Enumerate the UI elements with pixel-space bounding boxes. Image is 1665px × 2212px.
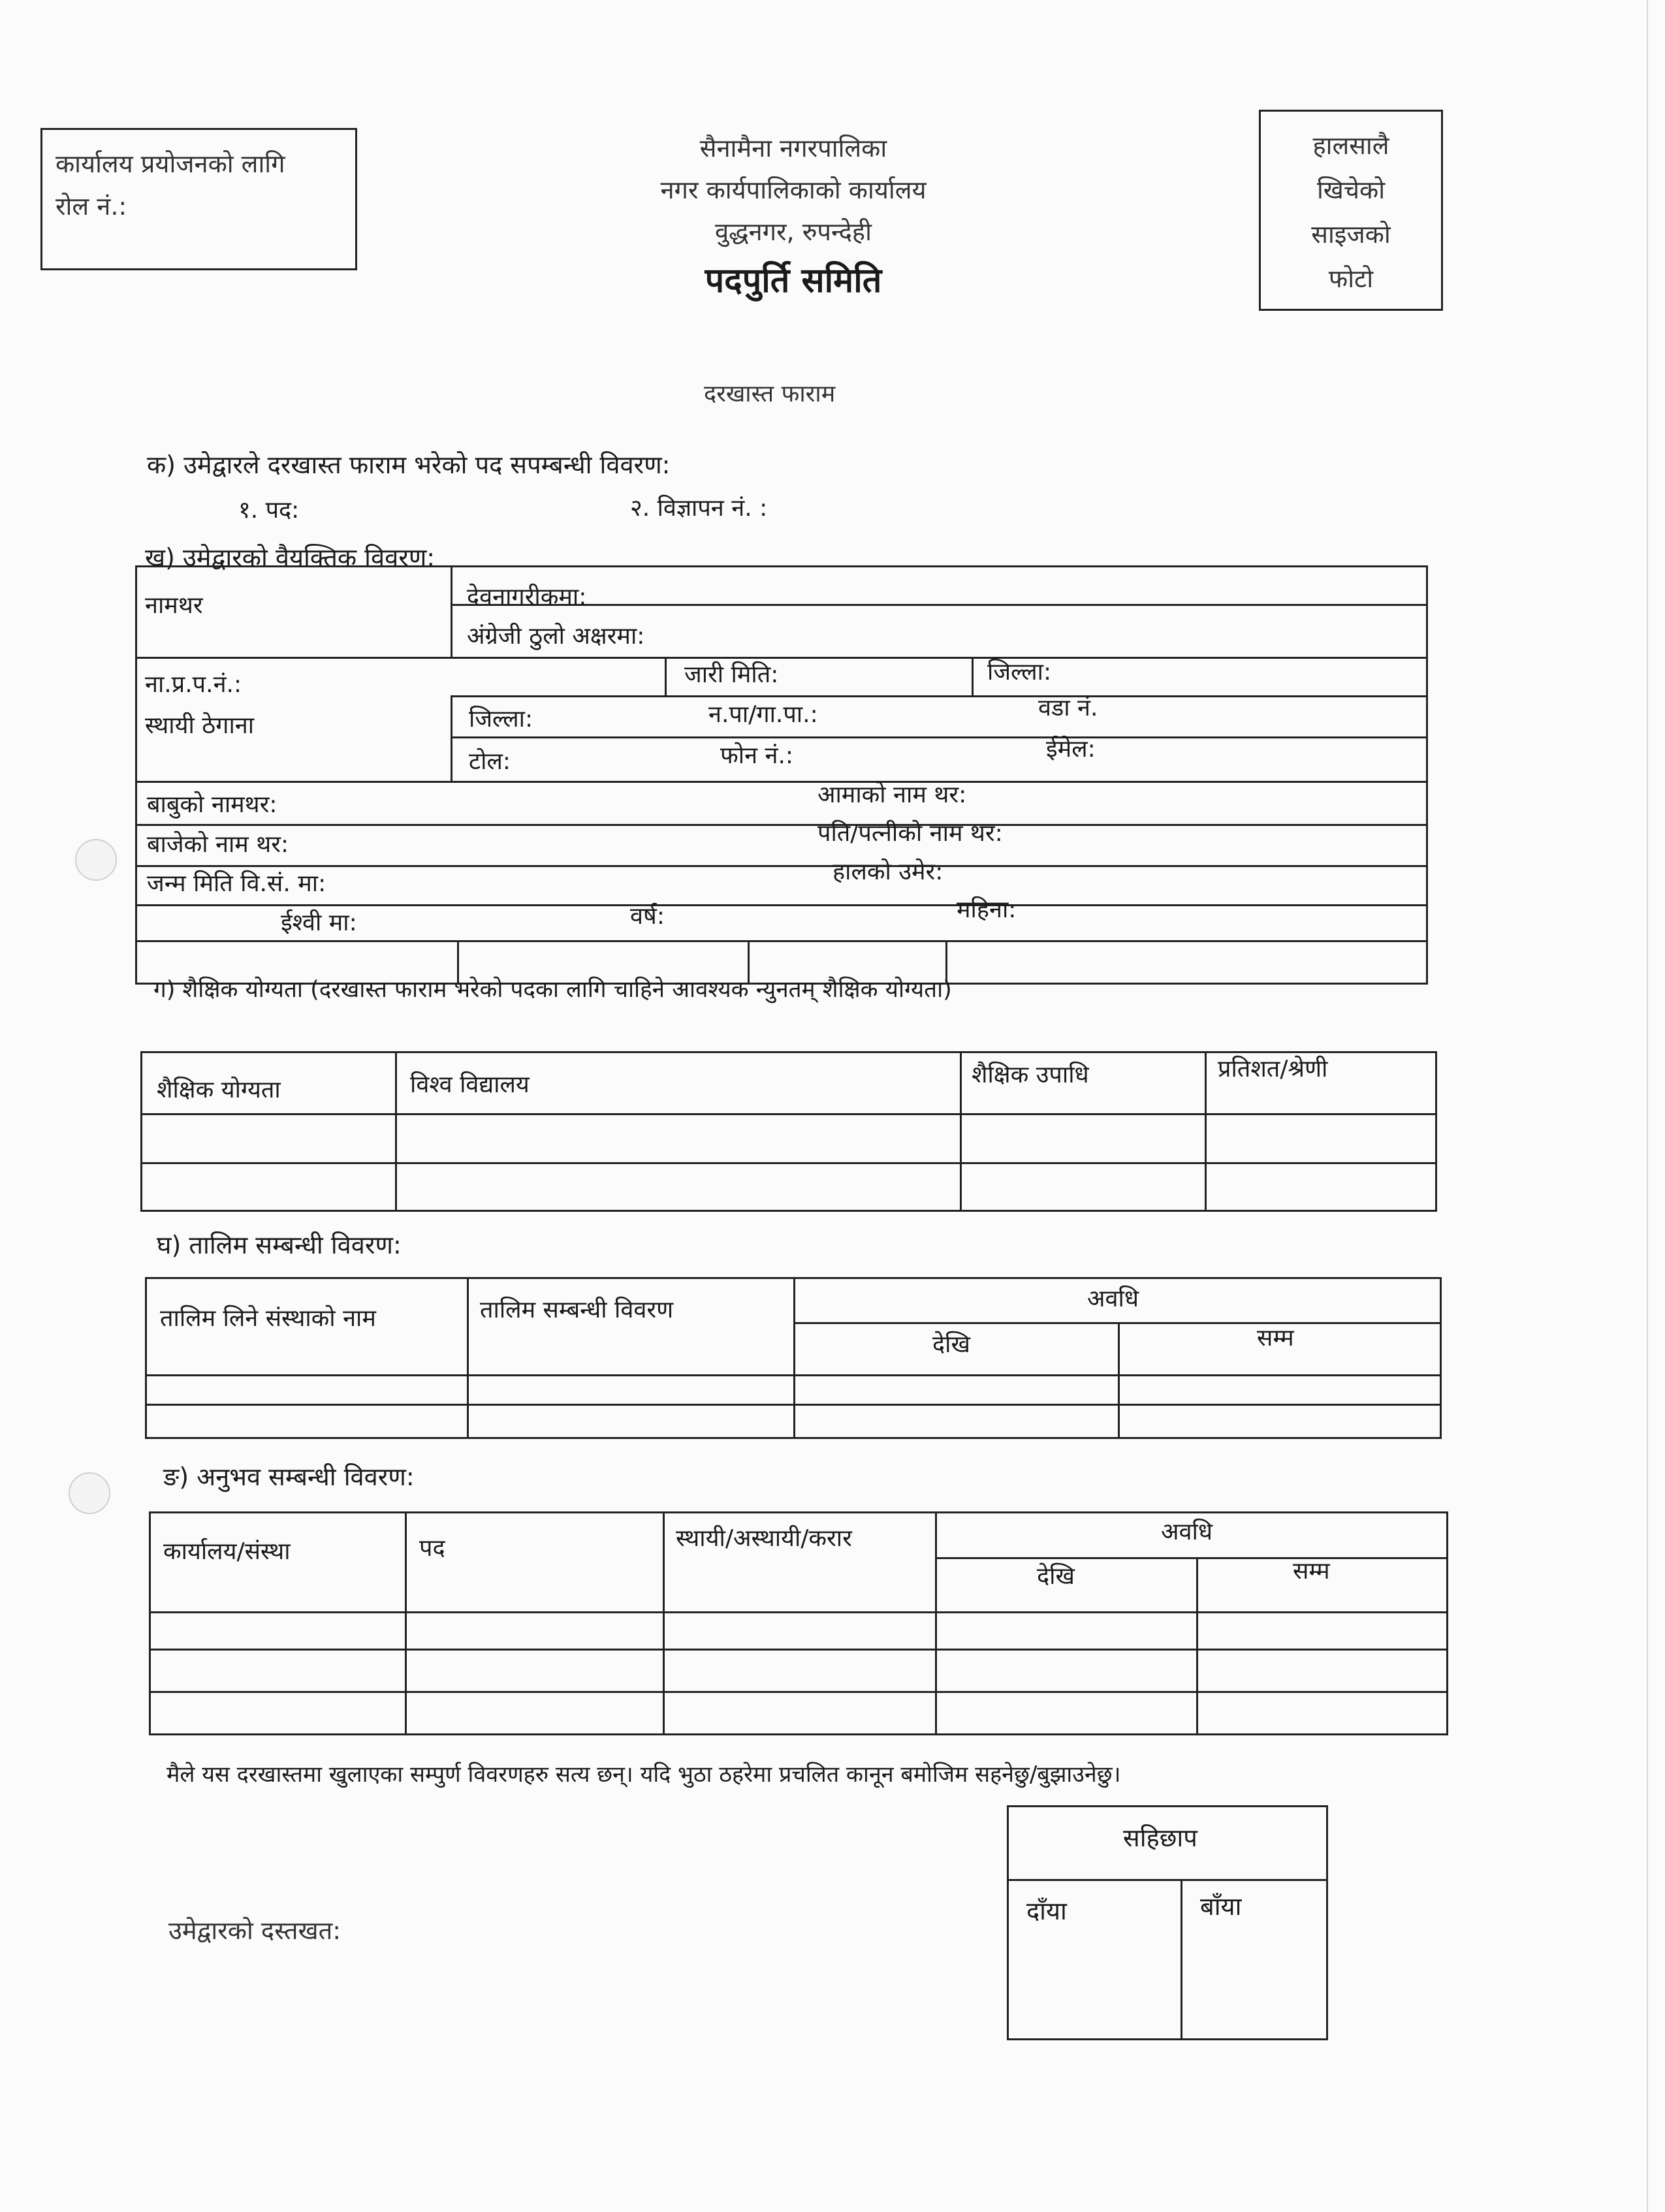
punch-hole-bottom <box>69 1472 110 1514</box>
punch-hole-top <box>75 839 117 881</box>
dob-bs-field[interactable]: जन्म मिति वि.सं. मा: <box>147 870 326 897</box>
grandfather-name-field[interactable]: बाजेको नाम थर: <box>147 831 289 858</box>
section-nga-heading: ङ) अनुभव सम्बन्धी विवरण: <box>163 1462 415 1491</box>
father-name-field[interactable]: बाबुको नामथर: <box>147 791 278 818</box>
post-label[interactable]: १. पद: <box>238 497 300 524</box>
spouse-name-field[interactable]: पति/पत्नीको नाम थर: <box>817 820 1003 847</box>
months-field[interactable]: महिना: <box>957 896 1017 923</box>
section-ka-heading: क) उमेद्वारले दरखास्त फाराम भरेको पद सपम्बन्धी विवरण: <box>147 450 671 479</box>
thumbprint-title: सहिछाप <box>1123 1824 1197 1852</box>
col-degree: शैक्षिक उपाधि <box>972 1062 1089 1088</box>
declaration-text: मैले यस दरखास्तमा खुलाएका सम्पुर्ण विवरणहरु सत्य छन्। यदि भुठा ठहरेमा प्रचलित कानून बमोजिम सहनेछु/बुझाउनेछु। <box>166 1762 1121 1788</box>
col-office: कार्यालय/संस्था <box>163 1538 291 1565</box>
citizenship-no-field[interactable]: ना.प्र.प.नं.: <box>145 671 242 698</box>
col-training-to: सम्म <box>1257 1325 1294 1351</box>
municipality-field[interactable]: न.पा/गा.पा.: <box>708 701 818 728</box>
office-use-label: कार्यालय प्रयोजनको लागि <box>56 150 285 178</box>
issue-district-field[interactable]: जिल्ला: <box>987 659 1052 686</box>
left-thumb-label: बाँया <box>1200 1892 1242 1921</box>
section-gha-heading: घ) तालिम सम्बन्धी विवरण: <box>157 1231 402 1259</box>
signature-label[interactable]: उमेद्वारको दस्तखत: <box>168 1916 341 1945</box>
col-training-institute: तालिम लिने संस्थाको नाम <box>160 1305 376 1332</box>
col-percentage: प्रतिशत/श्रेणी <box>1218 1056 1328 1082</box>
years-field[interactable]: वर्ष: <box>630 903 665 930</box>
photo-label-1: हालसालै <box>1312 131 1389 160</box>
page-title: पदपुर्ति समिति <box>705 261 882 300</box>
mother-name-field[interactable]: आमाको नाम थर: <box>817 782 967 808</box>
col-university: विश्व विद्यालय <box>410 1071 530 1098</box>
photo-label-3: साइजको <box>1311 220 1391 249</box>
office-address: वुद्धनगर, रुपन्देही <box>715 217 872 246</box>
form-name: दरखास्त फाराम <box>704 381 836 407</box>
col-experience-from: देखि <box>1037 1563 1075 1590</box>
photo-box <box>1259 110 1443 311</box>
right-thumb-label: दाँया <box>1026 1897 1067 1925</box>
col-experience-to: सम्म <box>1293 1558 1330 1585</box>
col-experience-period: अवधि <box>1161 1519 1213 1545</box>
phone-field[interactable]: फोन नं.: <box>720 742 794 769</box>
address-district-field[interactable]: जिल्ला: <box>469 706 533 733</box>
municipality-name: सैनामैना नगरपालिका <box>699 134 887 163</box>
photo-label-4: फोटो <box>1328 264 1374 293</box>
ad-number-label[interactable]: २. विज्ञापन नं. : <box>630 495 768 522</box>
name-label: नामथर <box>145 592 203 619</box>
photo-label-2: खिचेको <box>1316 176 1386 204</box>
permanent-address-label: स्थायी ठेगाना <box>145 712 255 739</box>
email-field[interactable]: ईमेल: <box>1046 736 1096 763</box>
scan-edge <box>1647 0 1648 2212</box>
issue-date-field[interactable]: जारी मिति: <box>684 661 779 688</box>
office-name: नगर कार्यपालिकाको कार्यालय <box>660 176 927 204</box>
tole-field[interactable]: टोल: <box>469 748 511 775</box>
col-training-details: तालिम सम्बन्धी विवरण <box>480 1297 674 1323</box>
ward-no-field[interactable]: वडा नं. <box>1038 695 1098 721</box>
dob-ad-field[interactable]: ईश्वी मा: <box>281 909 357 936</box>
col-qualification: शैक्षिक योग्यता <box>157 1077 281 1103</box>
section-ga-heading: ग) शैक्षिक योग्यता (दरखास्त फाराम भरेको पदका लागि चाहिने आवश्यक न्युनतम् शैक्षिक योग्यता) <box>153 977 952 1003</box>
devanagari-field[interactable]: देवनागरीकमा: <box>467 584 587 610</box>
header <box>522 127 1064 309</box>
roll-no-label: रोल नं.: <box>56 192 127 221</box>
col-employment-type: स्थायी/अस्थायी/करार <box>676 1525 852 1552</box>
english-name-field[interactable]: अंग्रेजी ठुलो अक्षरमा: <box>467 623 645 650</box>
col-position: पद <box>419 1535 445 1562</box>
current-age-field[interactable]: हालको उमेर: <box>832 859 944 885</box>
col-training-period: अवधि <box>1087 1286 1139 1312</box>
office-use-box <box>40 128 357 270</box>
col-training-from: देखि <box>932 1331 970 1358</box>
section-kha-heading: ख) उमेद्वारको वैयक्तिक विवरण: <box>145 543 436 572</box>
